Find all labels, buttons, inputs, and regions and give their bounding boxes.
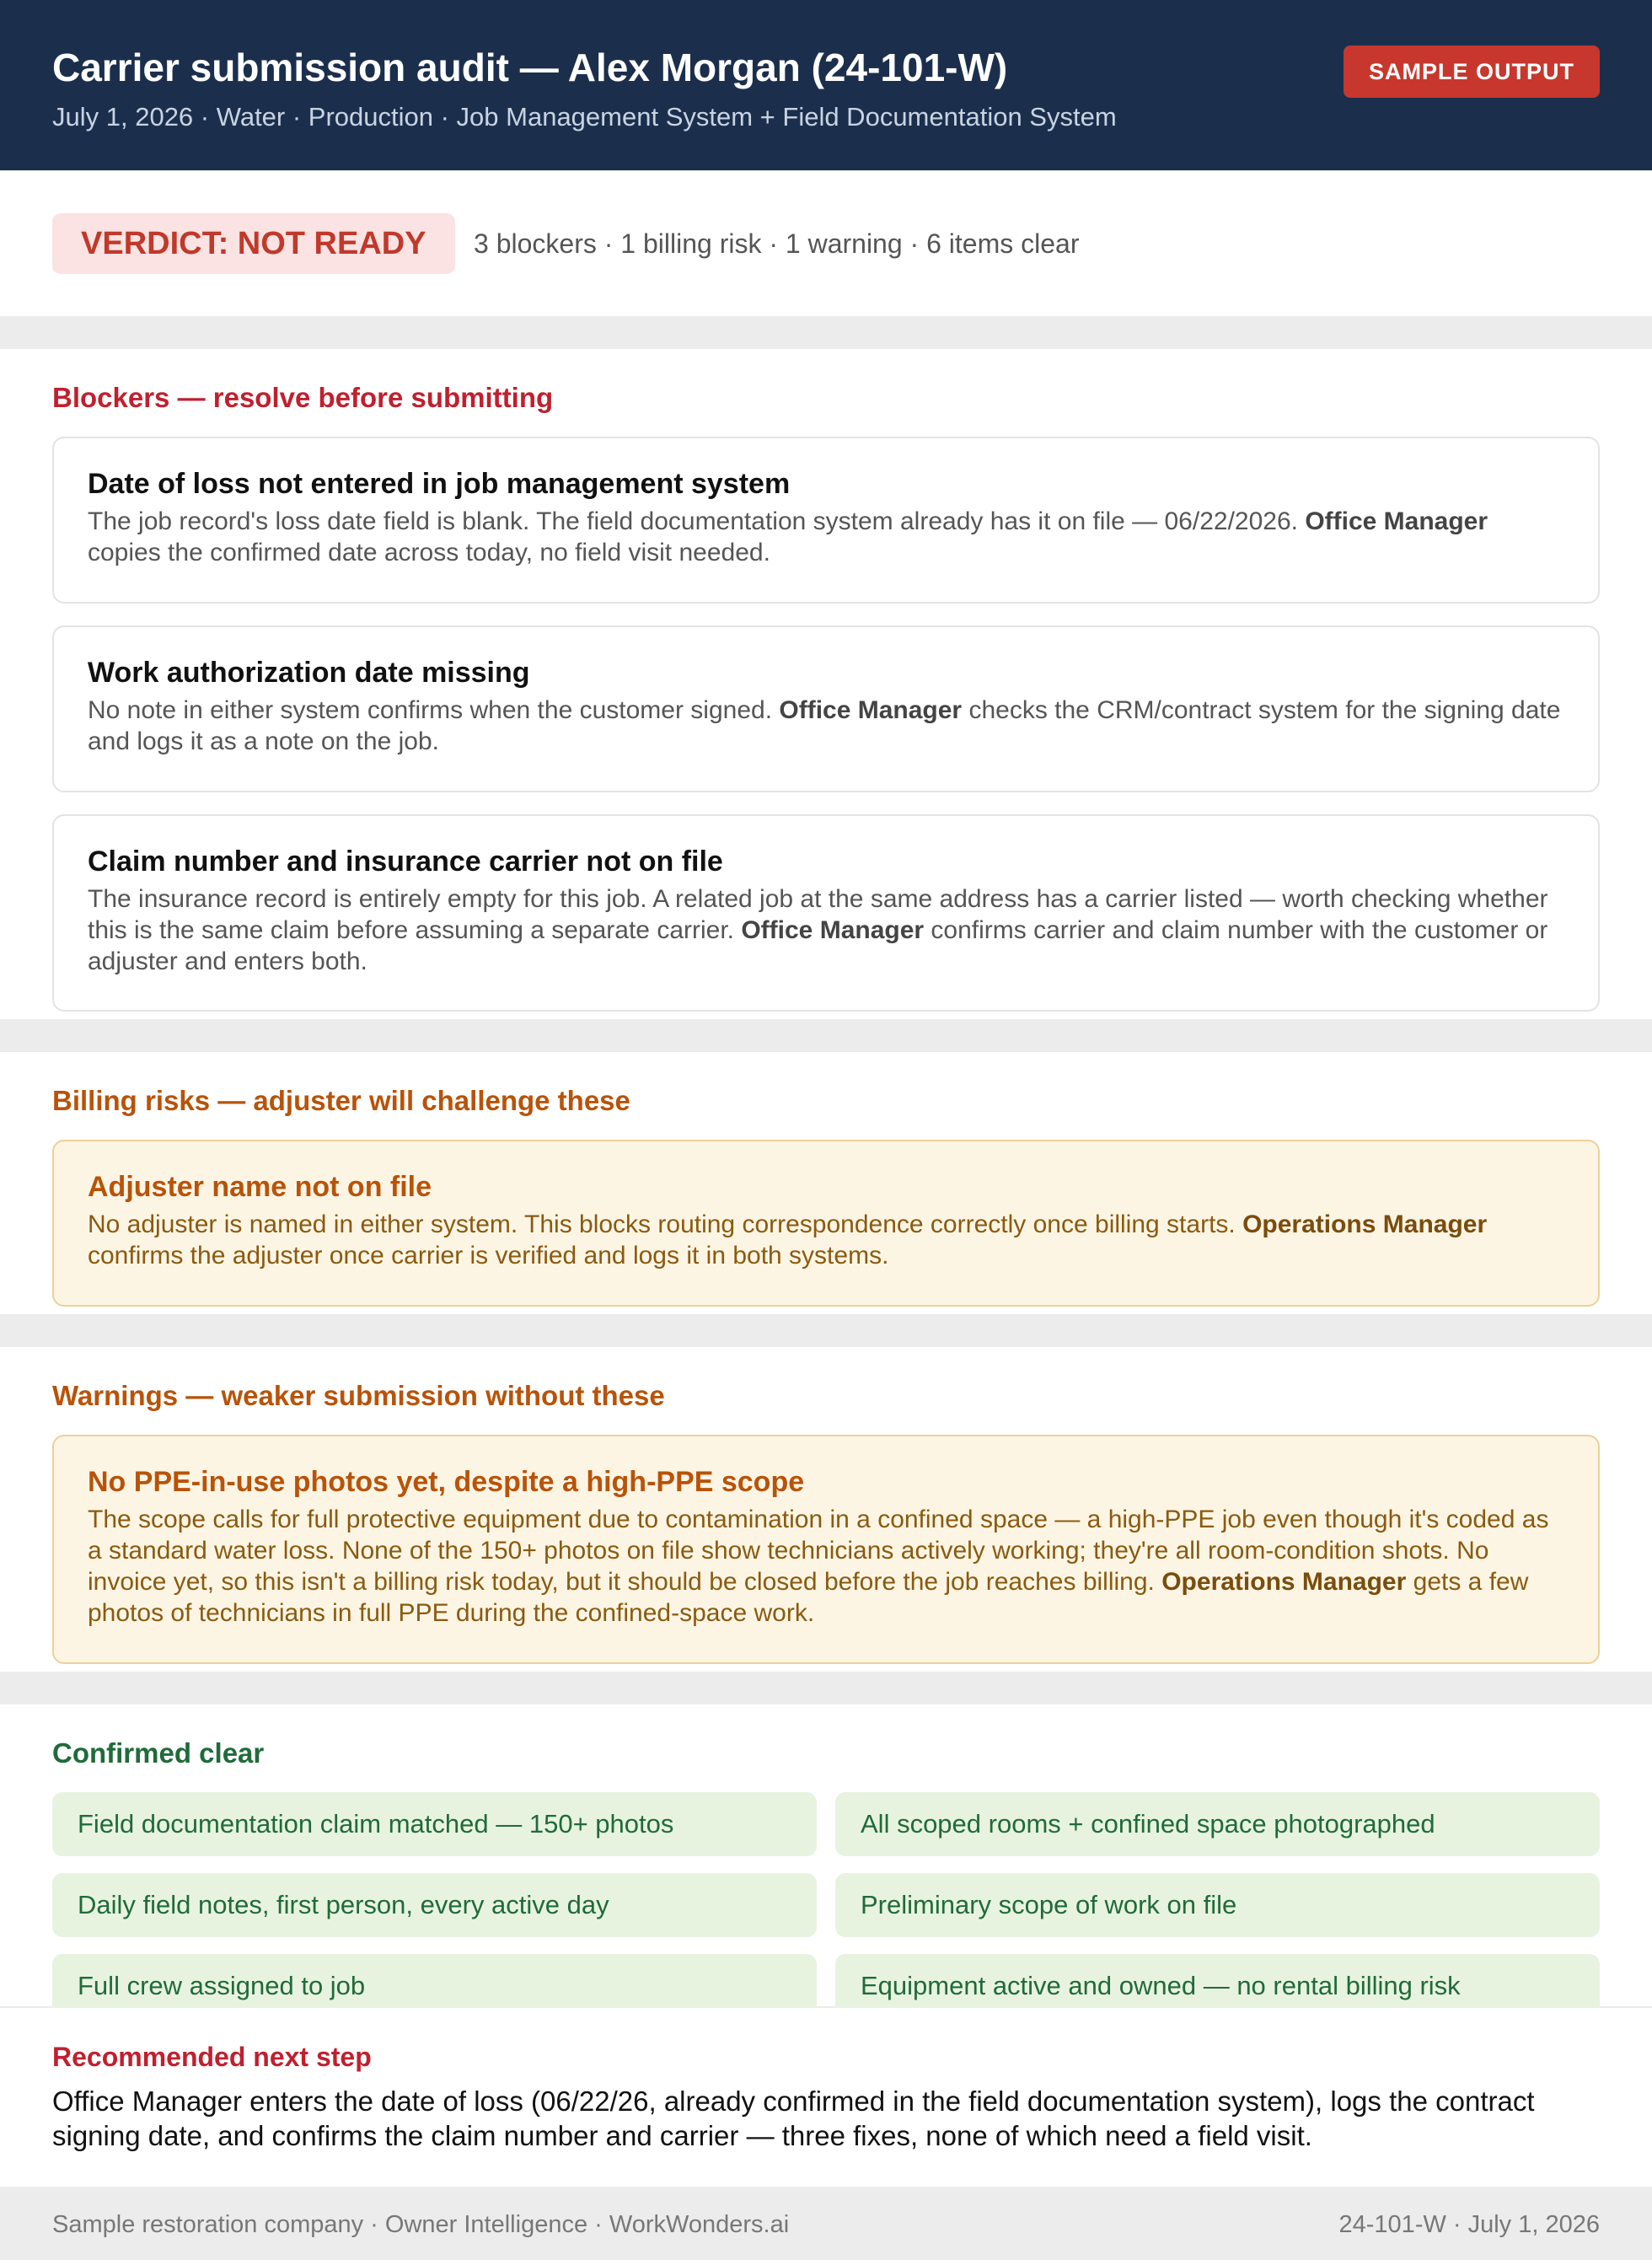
blocker-item — [52, 437, 1600, 604]
confirmed-item: Daily field notes, first person, every active day — [52, 1873, 817, 1937]
confirmed-item: Preliminary scope of work on file — [835, 1873, 1600, 1937]
blocker-title: Work authorization date missing — [88, 657, 530, 689]
owner-label: Operations Manager — [1242, 1211, 1488, 1238]
report-subtitle: July 1, 2026 · Water · Production · Job Management System + Field Documentation System — [52, 102, 1117, 132]
owner-label: Office Manager — [779, 696, 963, 724]
blocker-title: Date of loss not entered in job management system — [88, 468, 791, 500]
confirmed-grid — [52, 1792, 1600, 2018]
confirmed-item: Equipment active and owned — no rental billing risk — [835, 1954, 1600, 2018]
confirmed-item: Full crew assigned to job — [52, 1954, 817, 2018]
billing-risk-item — [52, 1140, 1600, 1307]
billing-risks-section — [0, 1052, 1652, 1314]
billing-risks-title: Billing risks — adjuster will challenge these — [52, 1085, 630, 1116]
footer-right: 24-101-W · July 1, 2026 — [1338, 2211, 1600, 2238]
confirmed-item: Field documentation claim matched — 150+ photos — [52, 1792, 817, 1856]
next-step-section — [0, 2008, 1652, 2187]
blocker-item — [52, 814, 1600, 1012]
owner-label: Operations Manager — [1161, 1568, 1407, 1596]
verdict-summary: 3 blockers · 1 billing risk · 1 warning · 6 items clear — [474, 228, 1080, 259]
owner-label: Office Manager — [741, 916, 925, 944]
blocker-body: The insurance record is entirely empty for this job. A related job at the same address has a carrier listed — worth checking whether this is the same claim before assuming a separate carrier. Office Manager confirms carrier and claim number with the customer or adjuster and enters both. — [88, 885, 1548, 975]
confirmed-title: Confirmed clear — [52, 1737, 265, 1769]
report-header — [0, 0, 1652, 170]
blocker-body: No note in either system confirms when the customer signed. Office Manager checks the CRM/contract system for the signing date and logs it as a note on the job. — [88, 696, 1561, 755]
next-step-body: Office Manager enters the date of loss (06/22/26, already confirmed in the field documentation system), logs the contract signing date, and confirms the claim number and carrier — three fixes, none of which need a field visit. — [52, 2086, 1535, 2151]
blocker-item — [52, 625, 1600, 792]
page-footer — [0, 2189, 1652, 2260]
warning-body: The scope calls for full protective equipment due to contamination in a confined space — a high-PPE job even though it's coded as a standard water loss. None of the 150+ photos on file show technicians actively working; they're all room-condition shots. No invoice yet, so this isn't a billing risk today, but it should be closed before the job reaches billing. Operations Manager gets a few photos of technicians in full PPE during the confined-space work. — [88, 1506, 1549, 1627]
footer-left: Sample restoration company · Owner Intelligence · WorkWonders.ai — [52, 2211, 790, 2238]
report-title: Carrier submission audit — Alex Morgan (24-101-W) — [52, 46, 1008, 89]
blockers-section — [0, 349, 1652, 1019]
blockers-title: Blockers — resolve before submitting — [52, 382, 554, 413]
verdict-card — [0, 171, 1652, 316]
warning-item — [52, 1435, 1600, 1664]
owner-label: Office Manager — [1305, 507, 1488, 535]
verdict-badge: VERDICT: NOT READY — [52, 213, 455, 274]
confirmed-section — [0, 1704, 1652, 2006]
confirmed-item: All scoped rooms + confined space photographed — [835, 1792, 1600, 1856]
billing-risk-body: No adjuster is named in either system. This blocks routing correspondence correctly once billing starts. Operations Manager confirms the adjuster once carrier is verified and logs it in both systems. — [88, 1211, 1488, 1270]
blocker-body: The job record's loss date field is blank. The field documentation system already has it on file — 06/22/2026. Office Manager copies the confirmed date across today, no field visit needed. — [88, 507, 1488, 566]
next-step-title: Recommended next step — [52, 2042, 372, 2072]
billing-risk-title: Adjuster name not on file — [88, 1171, 432, 1203]
warnings-title: Warnings — weaker submission without these — [52, 1380, 665, 1411]
warning-title: No PPE-in-use photos yet, despite a high-PPE scope — [88, 1466, 805, 1498]
warnings-section — [0, 1347, 1652, 1672]
sample-output-badge: SAMPLE OUTPUT — [1344, 46, 1600, 98]
blocker-title: Claim number and insurance carrier not on file — [88, 845, 723, 878]
